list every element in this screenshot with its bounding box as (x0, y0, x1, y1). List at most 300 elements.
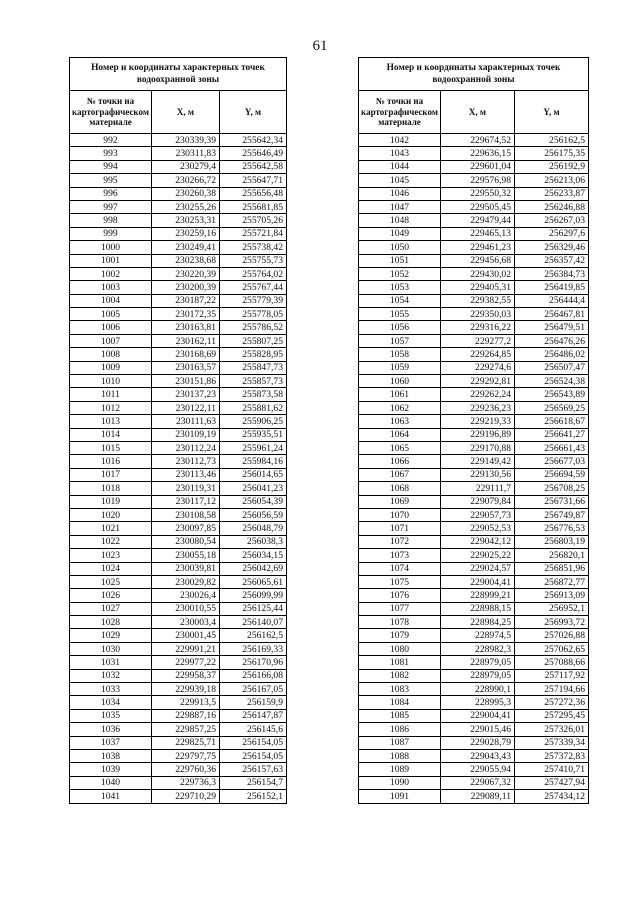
point-number-cell: 1082 (359, 669, 441, 682)
point-number-cell: 1033 (70, 683, 152, 696)
point-number-cell: 1032 (70, 669, 152, 682)
y-coordinate-cell: 256056,59 (220, 508, 287, 521)
point-number-cell: 1076 (359, 589, 441, 602)
table-header-row (359, 91, 589, 134)
x-coordinate-cell: 230220,39 (152, 267, 220, 280)
point-number-cell: 1077 (359, 602, 441, 615)
table-row (359, 174, 589, 187)
y-coordinate-cell: 256157,63 (220, 763, 287, 776)
y-coordinate-cell: 255828,95 (220, 348, 287, 361)
point-number-cell: 1047 (359, 200, 441, 213)
table-row (70, 669, 287, 682)
point-number-cell: 1041 (70, 790, 152, 803)
y-coordinate-cell: 256486,02 (515, 348, 589, 361)
table-row (70, 763, 287, 776)
table-row (359, 147, 589, 160)
y-coordinate-cell: 256065,61 (220, 575, 287, 588)
point-number-cell: 1036 (70, 723, 152, 736)
point-number-cell: 1091 (359, 790, 441, 803)
point-number-cell: 1068 (359, 482, 441, 495)
table-title-row (70, 58, 287, 91)
point-number-cell: 1005 (70, 308, 152, 321)
point-number-cell: 1029 (70, 629, 152, 642)
point-number-cell: 1049 (359, 227, 441, 240)
point-number-cell: 1090 (359, 776, 441, 789)
y-coordinate-cell: 256038,3 (220, 535, 287, 548)
table-row (70, 549, 287, 562)
y-coordinate-cell: 257117,92 (515, 669, 589, 682)
x-coordinate-cell: 229079,84 (441, 495, 515, 508)
table-row (70, 616, 287, 629)
table-row (359, 723, 589, 736)
y-coordinate-cell: 256048,79 (220, 522, 287, 535)
x-coordinate-cell: 228990,1 (441, 683, 515, 696)
x-coordinate-cell: 229674,52 (441, 134, 515, 147)
y-coordinate-cell: 256167,05 (220, 683, 287, 696)
x-coordinate-cell: 230266,72 (152, 174, 220, 187)
table-row (359, 348, 589, 361)
x-coordinate-cell: 230255,26 (152, 200, 220, 213)
x-coordinate-cell: 229004,41 (441, 575, 515, 588)
point-number-cell: 1040 (70, 776, 152, 789)
table-row (70, 134, 287, 147)
point-number-cell: 1039 (70, 763, 152, 776)
point-number-cell: 1010 (70, 375, 152, 388)
x-coordinate-cell: 229089,11 (441, 790, 515, 803)
point-number-cell: 1027 (70, 602, 152, 615)
y-coordinate-cell: 256041,23 (220, 482, 287, 495)
x-coordinate-cell: 229277,2 (441, 334, 515, 347)
x-coordinate-cell: 230200,39 (152, 281, 220, 294)
x-coordinate-cell: 230003,4 (152, 616, 220, 629)
x-coordinate-cell: 230253,31 (152, 214, 220, 227)
table-row (359, 669, 589, 682)
x-coordinate-cell: 230238,68 (152, 254, 220, 267)
table-row (359, 214, 589, 227)
table-row (70, 723, 287, 736)
y-coordinate-cell: 256297,6 (515, 227, 589, 240)
table-row (70, 629, 287, 642)
point-number-cell: 1011 (70, 388, 152, 401)
y-coordinate-cell: 256694,59 (515, 468, 589, 481)
x-coordinate-cell: 229025,22 (441, 549, 515, 562)
x-coordinate-cell: 230080,54 (152, 535, 220, 548)
point-number-cell: 1081 (359, 656, 441, 669)
point-number-cell: 1071 (359, 522, 441, 535)
table-row (70, 575, 287, 588)
y-coordinate-cell: 256125,44 (220, 602, 287, 615)
table-row (70, 200, 287, 213)
x-coordinate-cell: 230163,57 (152, 361, 220, 374)
y-coordinate-cell: 256147,87 (220, 709, 287, 722)
x-coordinate-cell: 230151,86 (152, 375, 220, 388)
y-coordinate-cell: 255767,44 (220, 281, 287, 294)
table-row (359, 254, 589, 267)
point-number-cell: 1048 (359, 214, 441, 227)
table-row (70, 495, 287, 508)
x-coordinate-cell: 229601,04 (441, 160, 515, 173)
y-coordinate-cell: 255705,26 (220, 214, 287, 227)
y-coordinate-cell: 255656,48 (220, 187, 287, 200)
x-coordinate-cell: 230162,11 (152, 334, 220, 347)
x-coordinate-cell: 229636,15 (441, 147, 515, 160)
point-number-cell: 1080 (359, 642, 441, 655)
table-row (359, 696, 589, 709)
x-coordinate-cell: 230259,16 (152, 227, 220, 240)
y-coordinate-cell: 257272,36 (515, 696, 589, 709)
table-row (70, 428, 287, 441)
y-coordinate-cell: 256476,26 (515, 334, 589, 347)
x-coordinate-cell: 230010,55 (152, 602, 220, 615)
table-row (359, 455, 589, 468)
table-row (359, 508, 589, 521)
point-number-cell: 1012 (70, 401, 152, 414)
table-row (359, 642, 589, 655)
table-row (70, 401, 287, 414)
point-number-cell: 1074 (359, 562, 441, 575)
table-header-row (70, 91, 287, 134)
y-coordinate-cell: 255984,16 (220, 455, 287, 468)
y-coordinate-cell: 256166,08 (220, 669, 287, 682)
point-number-cell: 1017 (70, 468, 152, 481)
table-row (70, 642, 287, 655)
table-row (359, 763, 589, 776)
table-row (70, 522, 287, 535)
table-row (70, 656, 287, 669)
x-coordinate-cell: 229028,79 (441, 736, 515, 749)
point-number-cell: 1083 (359, 683, 441, 696)
x-coordinate-cell: 230026,4 (152, 589, 220, 602)
table-row (70, 254, 287, 267)
y-coordinate-cell: 255857,73 (220, 375, 287, 388)
y-coordinate-cell: 255786,52 (220, 321, 287, 334)
x-coordinate-cell: 229461,23 (441, 241, 515, 254)
table-row (70, 776, 287, 789)
y-coordinate-cell: 256993,72 (515, 616, 589, 629)
y-coordinate-cell: 256162,5 (515, 134, 589, 147)
x-coordinate-cell: 229067,32 (441, 776, 515, 789)
x-coordinate-cell: 229479,44 (441, 214, 515, 227)
table-row (70, 749, 287, 762)
table-row (70, 790, 287, 803)
table-row (359, 575, 589, 588)
x-coordinate-cell: 230001,45 (152, 629, 220, 642)
point-number-cell: 1014 (70, 428, 152, 441)
table-row (359, 281, 589, 294)
x-coordinate-cell: 229024,57 (441, 562, 515, 575)
table-row (359, 535, 589, 548)
table-row (70, 174, 287, 187)
y-coordinate-cell: 257326,01 (515, 723, 589, 736)
x-coordinate-cell: 230168,69 (152, 348, 220, 361)
page-number: 61 (312, 38, 328, 54)
x-coordinate-cell: 229456,68 (441, 254, 515, 267)
table-row (359, 602, 589, 615)
x-coordinate-cell: 228982,3 (441, 642, 515, 655)
point-number-cell: 1021 (70, 522, 152, 535)
x-coordinate-cell: 229057,73 (441, 508, 515, 521)
table-row (359, 294, 589, 307)
table-row (359, 616, 589, 629)
x-coordinate-cell: 230039,81 (152, 562, 220, 575)
x-coordinate-cell: 230029,82 (152, 575, 220, 588)
x-coordinate-cell: 229405,31 (441, 281, 515, 294)
table-row (359, 589, 589, 602)
x-coordinate-cell: 229576,98 (441, 174, 515, 187)
x-coordinate-cell: 229196,89 (441, 428, 515, 441)
column-header-point-number: № точки на картографическом материале (70, 91, 152, 134)
x-coordinate-cell: 230187,22 (152, 294, 220, 307)
point-number-cell: 993 (70, 147, 152, 160)
x-coordinate-cell: 230111,63 (152, 415, 220, 428)
point-number-cell: 1045 (359, 174, 441, 187)
y-coordinate-cell: 256419,85 (515, 281, 589, 294)
table-title: Номер и координаты характерных точек водоохранной зоны (70, 58, 287, 91)
y-coordinate-cell: 256641,27 (515, 428, 589, 441)
x-coordinate-cell: 229262,24 (441, 388, 515, 401)
point-number-cell: 1043 (359, 147, 441, 160)
table-row (359, 441, 589, 454)
point-number-cell: 1019 (70, 495, 152, 508)
x-coordinate-cell: 229316,22 (441, 321, 515, 334)
column-header-x: X, м (441, 91, 515, 134)
y-coordinate-cell: 256543,89 (515, 388, 589, 401)
y-coordinate-cell: 256140,07 (220, 616, 287, 629)
table-row (70, 241, 287, 254)
y-coordinate-cell: 256175,35 (515, 147, 589, 160)
y-coordinate-cell: 256169,33 (220, 642, 287, 655)
table-row (70, 415, 287, 428)
x-coordinate-cell: 229857,25 (152, 723, 220, 736)
column-header-x: X, м (152, 91, 220, 134)
x-coordinate-cell: 229170,88 (441, 441, 515, 454)
point-number-cell: 992 (70, 134, 152, 147)
table-row (359, 401, 589, 414)
y-coordinate-cell: 256329,46 (515, 241, 589, 254)
point-number-cell: 1085 (359, 709, 441, 722)
x-coordinate-cell: 229736,3 (152, 776, 220, 789)
table-row (359, 361, 589, 374)
y-coordinate-cell: 256034,15 (220, 549, 287, 562)
x-coordinate-cell: 229130,56 (441, 468, 515, 481)
table-title: Номер и координаты характерных точек водоохранной зоны (359, 58, 589, 91)
table-row (359, 549, 589, 562)
y-coordinate-cell: 256524,38 (515, 375, 589, 388)
y-coordinate-cell: 256042,69 (220, 562, 287, 575)
y-coordinate-cell: 256731,66 (515, 495, 589, 508)
y-coordinate-cell: 255764,02 (220, 267, 287, 280)
y-coordinate-cell: 256162,5 (220, 629, 287, 642)
point-number-cell: 1008 (70, 348, 152, 361)
table-row (359, 683, 589, 696)
table-row (70, 535, 287, 548)
y-coordinate-cell: 255847,73 (220, 361, 287, 374)
y-coordinate-cell: 255642,58 (220, 160, 287, 173)
y-coordinate-cell: 256170,96 (220, 656, 287, 669)
table-row (70, 308, 287, 321)
table-row (70, 455, 287, 468)
table-row (359, 495, 589, 508)
point-number-cell: 1035 (70, 709, 152, 722)
x-coordinate-cell: 229015,46 (441, 723, 515, 736)
x-coordinate-cell: 229710,29 (152, 790, 220, 803)
x-coordinate-cell: 230122,11 (152, 401, 220, 414)
y-coordinate-cell: 256154,05 (220, 736, 287, 749)
table-row (70, 562, 287, 575)
x-coordinate-cell: 230249,41 (152, 241, 220, 254)
x-coordinate-cell: 230113,46 (152, 468, 220, 481)
point-number-cell: 1016 (70, 455, 152, 468)
column-header-y: Y, м (220, 91, 287, 134)
x-coordinate-cell: 229264,85 (441, 348, 515, 361)
y-coordinate-cell: 255681,85 (220, 200, 287, 213)
point-number-cell: 1025 (70, 575, 152, 588)
y-coordinate-cell: 257427,94 (515, 776, 589, 789)
y-coordinate-cell: 256054,39 (220, 495, 287, 508)
y-coordinate-cell: 256213,06 (515, 174, 589, 187)
x-coordinate-cell: 230172,35 (152, 308, 220, 321)
table-row (70, 227, 287, 240)
table-row (359, 790, 589, 803)
table-row (70, 160, 287, 173)
x-coordinate-cell: 229430,02 (441, 267, 515, 280)
point-number-cell: 1056 (359, 321, 441, 334)
x-coordinate-cell: 229797,75 (152, 749, 220, 762)
x-coordinate-cell: 230097,85 (152, 522, 220, 535)
x-coordinate-cell: 230339,39 (152, 134, 220, 147)
y-coordinate-cell: 256872,77 (515, 575, 589, 588)
table-row (70, 683, 287, 696)
y-coordinate-cell: 256154,05 (220, 749, 287, 762)
y-coordinate-cell: 257062,65 (515, 642, 589, 655)
x-coordinate-cell: 229977,22 (152, 656, 220, 669)
point-number-cell: 1064 (359, 428, 441, 441)
table-row (359, 562, 589, 575)
table-row (359, 187, 589, 200)
y-coordinate-cell: 257434,12 (515, 790, 589, 803)
point-number-cell: 1052 (359, 267, 441, 280)
point-number-cell: 1044 (359, 160, 441, 173)
y-coordinate-cell: 256467,81 (515, 308, 589, 321)
x-coordinate-cell: 229382,55 (441, 294, 515, 307)
y-coordinate-cell: 256152,1 (220, 790, 287, 803)
table-row (359, 749, 589, 762)
x-coordinate-cell: 229043,43 (441, 749, 515, 762)
x-coordinate-cell: 230112,24 (152, 441, 220, 454)
x-coordinate-cell: 229913,5 (152, 696, 220, 709)
x-coordinate-cell: 228995,3 (441, 696, 515, 709)
table-row (70, 147, 287, 160)
point-number-cell: 995 (70, 174, 152, 187)
point-number-cell: 1024 (70, 562, 152, 575)
point-number-cell: 1075 (359, 575, 441, 588)
y-coordinate-cell: 255755,73 (220, 254, 287, 267)
table-row (70, 267, 287, 280)
y-coordinate-cell: 256913,09 (515, 589, 589, 602)
y-coordinate-cell: 256618,67 (515, 415, 589, 428)
y-coordinate-cell: 256677,03 (515, 455, 589, 468)
point-number-cell: 1030 (70, 642, 152, 655)
y-coordinate-cell: 255961,24 (220, 441, 287, 454)
x-coordinate-cell: 229004,41 (441, 709, 515, 722)
y-coordinate-cell: 255779,39 (220, 294, 287, 307)
y-coordinate-cell: 257339,34 (515, 736, 589, 749)
x-coordinate-cell: 229052,53 (441, 522, 515, 535)
point-number-cell: 1070 (359, 508, 441, 521)
table-row (359, 388, 589, 401)
x-coordinate-cell: 229465,13 (441, 227, 515, 240)
point-number-cell: 1026 (70, 589, 152, 602)
point-number-cell: 1086 (359, 723, 441, 736)
table-row (70, 696, 287, 709)
point-number-cell: 1065 (359, 441, 441, 454)
point-number-cell: 1069 (359, 495, 441, 508)
point-number-cell: 1004 (70, 294, 152, 307)
x-coordinate-cell: 229991,21 (152, 642, 220, 655)
table-row (359, 776, 589, 789)
point-number-cell: 1072 (359, 535, 441, 548)
point-number-cell: 1089 (359, 763, 441, 776)
table-row (70, 348, 287, 361)
point-number-cell: 1062 (359, 401, 441, 414)
point-number-cell: 1053 (359, 281, 441, 294)
point-number-cell: 1079 (359, 629, 441, 642)
y-coordinate-cell: 256192,9 (515, 160, 589, 173)
point-number-cell: 1018 (70, 482, 152, 495)
x-coordinate-cell: 230108,58 (152, 508, 220, 521)
table-row (359, 160, 589, 173)
y-coordinate-cell: 257295,45 (515, 709, 589, 722)
y-coordinate-cell: 256479,51 (515, 321, 589, 334)
point-number-cell: 1013 (70, 415, 152, 428)
x-coordinate-cell: 229825,71 (152, 736, 220, 749)
point-number-cell: 1055 (359, 308, 441, 321)
y-coordinate-cell: 255778,05 (220, 308, 287, 321)
table-row (70, 736, 287, 749)
y-coordinate-cell: 257410,71 (515, 763, 589, 776)
table-row (359, 736, 589, 749)
y-coordinate-cell: 256820,1 (515, 549, 589, 562)
y-coordinate-cell: 256444,4 (515, 294, 589, 307)
y-coordinate-cell: 256159,9 (220, 696, 287, 709)
x-coordinate-cell: 230109,19 (152, 428, 220, 441)
point-number-cell: 1001 (70, 254, 152, 267)
x-coordinate-cell: 230112,73 (152, 455, 220, 468)
x-coordinate-cell: 229958,37 (152, 669, 220, 682)
table-row (70, 361, 287, 374)
point-number-cell: 1084 (359, 696, 441, 709)
point-number-cell: 1038 (70, 749, 152, 762)
table-row (359, 522, 589, 535)
table-row (70, 482, 287, 495)
y-coordinate-cell: 255738,42 (220, 241, 287, 254)
x-coordinate-cell: 229505,45 (441, 200, 515, 213)
point-number-cell: 997 (70, 200, 152, 213)
coordinates-table-right (358, 57, 589, 804)
table-row (70, 187, 287, 200)
column-header-y: Y, м (515, 91, 589, 134)
y-coordinate-cell: 256749,87 (515, 508, 589, 521)
y-coordinate-cell: 255935,51 (220, 428, 287, 441)
x-coordinate-cell: 229111,7 (441, 482, 515, 495)
table-row (70, 709, 287, 722)
point-number-cell: 1009 (70, 361, 152, 374)
point-number-cell: 1003 (70, 281, 152, 294)
y-coordinate-cell: 257372,83 (515, 749, 589, 762)
y-coordinate-cell: 256708,25 (515, 482, 589, 495)
x-coordinate-cell: 229149,42 (441, 455, 515, 468)
x-coordinate-cell: 228988,15 (441, 602, 515, 615)
